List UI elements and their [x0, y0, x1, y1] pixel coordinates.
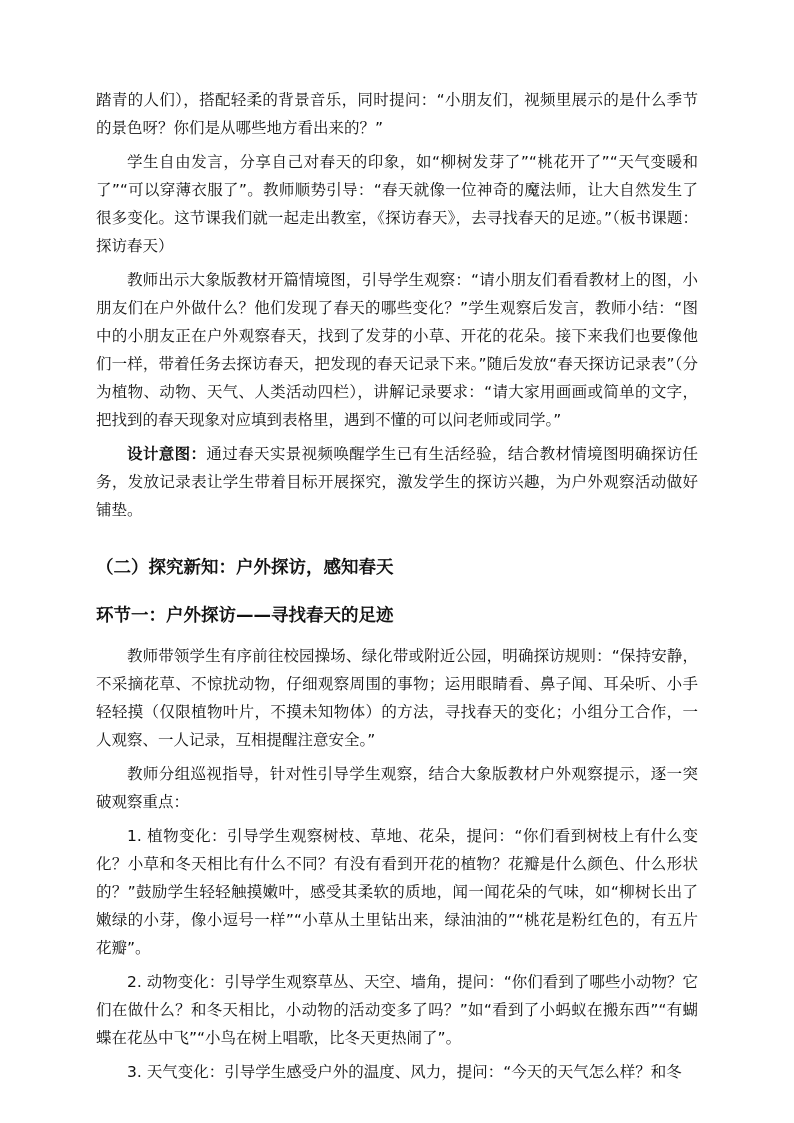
- paragraph-intro-1: 踏青的人们），搭配轻柔的背景音乐，同时提问：“小朋友们，视频里展示的是什么季节的景色呀？你们是从哪些地方看出来的？”: [96, 91, 698, 137]
- subsection-heading: 环节一：户外探访——寻找春天的足迹: [96, 606, 394, 626]
- paragraph-rules: 教师带领学生有序前往校园操场、绿化带或附近公园，明确探访规则：“保持安静，不采摘花草、不惊扰动物，仔细观察周围的事物；运用眼睛看、鼻子闻、耳朵听、小手轻轻摸（仅限植物叶片，不摸未知物体）的方法，寻找春天的变化；小组分工合作，一人观察、一人记录，互相提醒注意安全。”: [96, 647, 698, 749]
- design-intent-text: 通过春天实景视频唤醒学生已有生活经验，结合教材情境图明确探访任务，发放记录表让学生带着目标开展探究，激发学生的探访兴趣，为户外观察活动做好铺垫。: [96, 445, 698, 519]
- paragraph-intro-3: 教师出示大象版教材开篇情境图，引导学生观察：“请小朋友们看看教材上的图，小朋友们在户外做什么？他们发现了春天的哪些变化？”学生观察后发言，教师小结：“图中的小朋友正在户外观察春天，找到了发芽的小草、开花的花朵。接下来我们也要像他们一样，带着任务去探访春天，把发现的春天记录下来。”随后发放“春天探访记录表”（分为植物、动物、天气、人类活动四栏），讲解记录要求：“请大家用画画或简单的文字，把找到的春天现象对应填到表格里，遇到不懂的可以问老师或同学。”: [96, 271, 698, 429]
- list-item-plants: 1. 植物变化：引导学生观察树枝、草地、花朵，提问：“你们看到树枝上有什么变化？小草和冬天相比有什么不同？有没有看到开花的植物？花瓣是什么颜色、什么形状的？”鼓励学生轻轻触摸嫩叶，感受其柔软的质地，闻一闻花朵的气味，如“柳树长出了嫩绿的小芽，像小逗号一样”“小草从土里钻出来，绿油油的”“桃花是粉红色的，有五片花瓣”。: [96, 827, 698, 957]
- list-item-weather: 3. 天气变化：引导学生感受户外的温度、风力，提问：“今天的天气怎么样？和冬: [127, 1063, 682, 1081]
- list-item-animals: 2. 动物变化：引导学生观察草丛、天空、墙角，提问：“你们看到了哪些小动物？它们在做什么？和冬天相比，小动物的活动变多了吗？”如“看到了小蚂蚁在搬东西”“有蝴蝶在花丛中飞”“小鸟在树上唱歌，比冬天更热闹了”。: [96, 973, 698, 1047]
- design-intent-paragraph: [96, 440, 698, 524]
- section-heading: （二）探究新知：户外探访，感知春天: [96, 558, 394, 578]
- design-intent-label: 设计意图：: [127, 445, 207, 463]
- paragraph-guidance: 教师分组巡视指导，针对性引导学生观察，结合大象版教材户外观察提示，逐一突破观察重点：: [96, 765, 698, 811]
- paragraph-intro-2: 学生自由发言，分享自己对春天的印象，如“柳树发芽了”“桃花开了”“天气变暖和了”“可以穿薄衣服了”。教师顺势引导：“春天就像一位神奇的魔法师，让大自然发生了很多变化。这节课我们就一起走出教室，《探访春天》，去寻找春天的足迹。”（板书课题：探访春天）: [96, 153, 698, 255]
